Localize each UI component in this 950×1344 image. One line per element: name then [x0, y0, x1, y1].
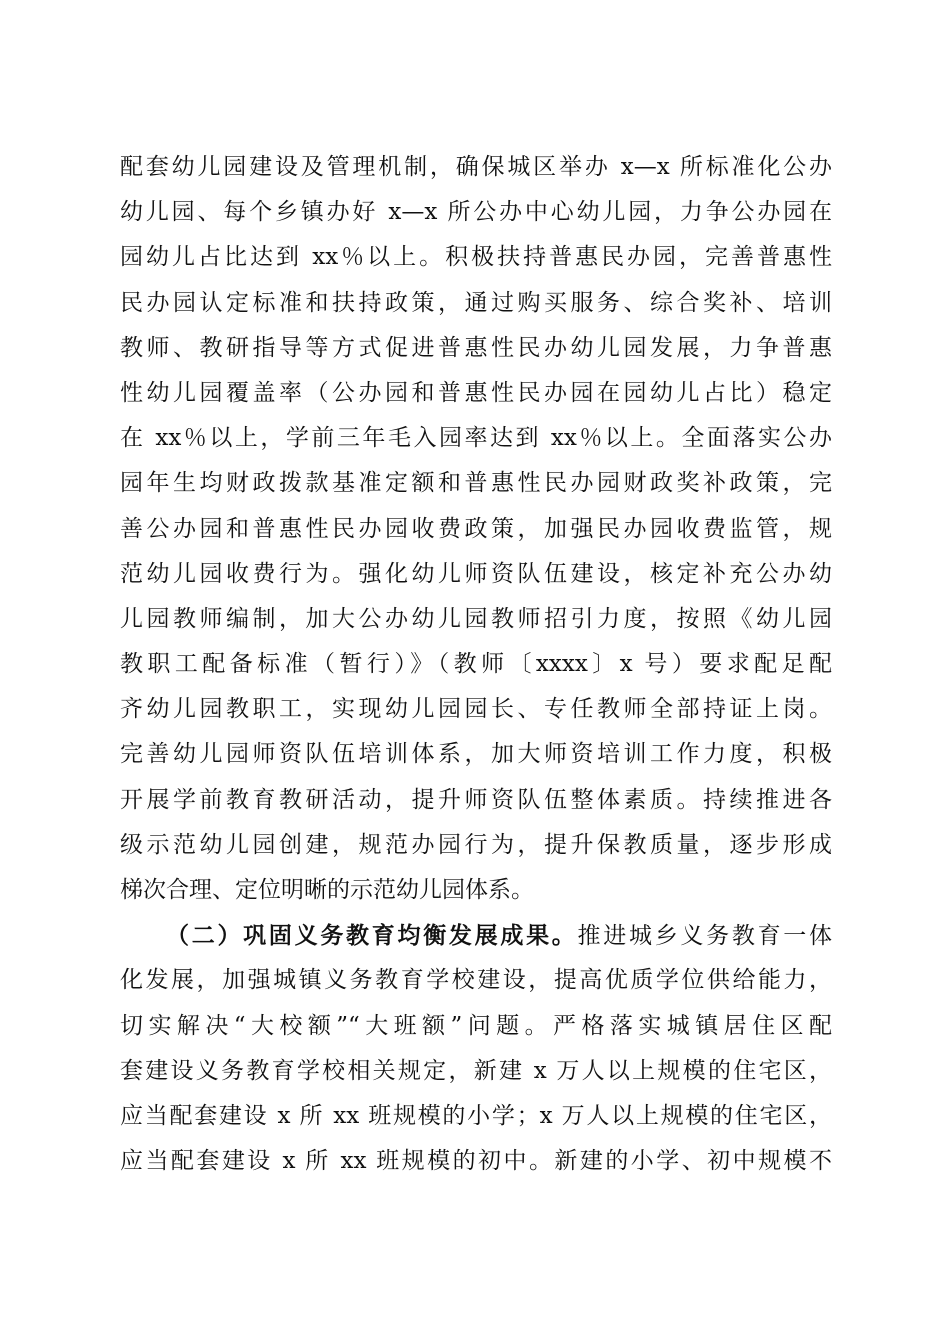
text-line: 在 xx％以上，学前三年毛入园率达到 xx％以上。全面落实公办	[120, 425, 832, 452]
text-line: 善公办园和普惠性民办园收费政策，加强民办园收费监管，规	[120, 515, 832, 542]
text-line: 儿园教师编制，加大公办幼儿园教师招引力度，按照《幼儿园	[120, 605, 832, 632]
paragraph-compulsory-education	[120, 913, 832, 1184]
text-line: 教职工配备标准（暂行）》（教师〔xxxx〕x 号）要求配足配	[120, 651, 832, 678]
text-line: 园幼儿占比达到 xx％以上。积极扶持普惠民办园，完善普惠性	[120, 244, 832, 271]
text-span: 推进城乡义务教育一体	[577, 923, 833, 950]
text-line: 化发展，加强城镇义务教育学校建设，提高优质学位供给能力，	[120, 967, 832, 994]
text-line: 幼儿园、每个乡镇办好 x—x 所公办中心幼儿园，力争公办园在	[120, 199, 832, 226]
text-line: 园年生均财政拨款基准定额和普惠性民办园财政奖补政策，完	[120, 470, 832, 497]
text-line: 性幼儿园覆盖率（公办园和普惠性民办园在园幼儿占比）稳定	[120, 379, 832, 406]
text-line: 应当配套建设 x 所 xx 班规模的初中。新建的小学、初中规模不	[120, 1148, 832, 1175]
text-line: 配套幼儿园建设及管理机制，确保城区举办 x—x 所标准化公办	[120, 154, 832, 180]
text-line: 级示范幼儿园创建，规范办园行为，提升保教质量，逐步形成	[120, 831, 832, 858]
text-line: 应当配套建设 x 所 xx 班规模的小学；x 万人以上规模的住宅区，	[120, 1102, 832, 1129]
text-line: 民办园认定标准和扶持政策，通过购买服务、综合奖补、培训	[120, 289, 832, 316]
section-heading: （二）巩固义务教育均衡发展成果。	[166, 922, 578, 950]
text-line: 开展学前教育教研活动，提升师资队伍整体素质。持续推进各	[120, 786, 832, 813]
text-line: 梯次合理、定位明晰的示范幼儿园体系。	[120, 877, 534, 903]
text-line: 完善幼儿园师资队伍培训体系，加大师资培训工作力度，积极	[120, 741, 832, 768]
paragraph-preschool	[120, 145, 832, 913]
text-line-first	[120, 913, 832, 958]
text-line: 切实解决“大校额”“大班额”问题。严格落实城镇居住区配	[120, 1012, 832, 1039]
text-line: 范幼儿园收费行为。强化幼儿师资队伍建设，核定补充公办幼	[120, 560, 832, 587]
text-line: 齐幼儿园教职工，实现幼儿园园长、专任教师全部持证上岗。	[120, 696, 832, 723]
document-body	[120, 145, 832, 1184]
text-line: 套建设义务教育学校相关规定，新建 x 万人以上规模的住宅区，	[120, 1057, 832, 1084]
text-line: 教师、教研指导等方式促进普惠性民办幼儿园发展，力争普惠	[120, 334, 832, 361]
